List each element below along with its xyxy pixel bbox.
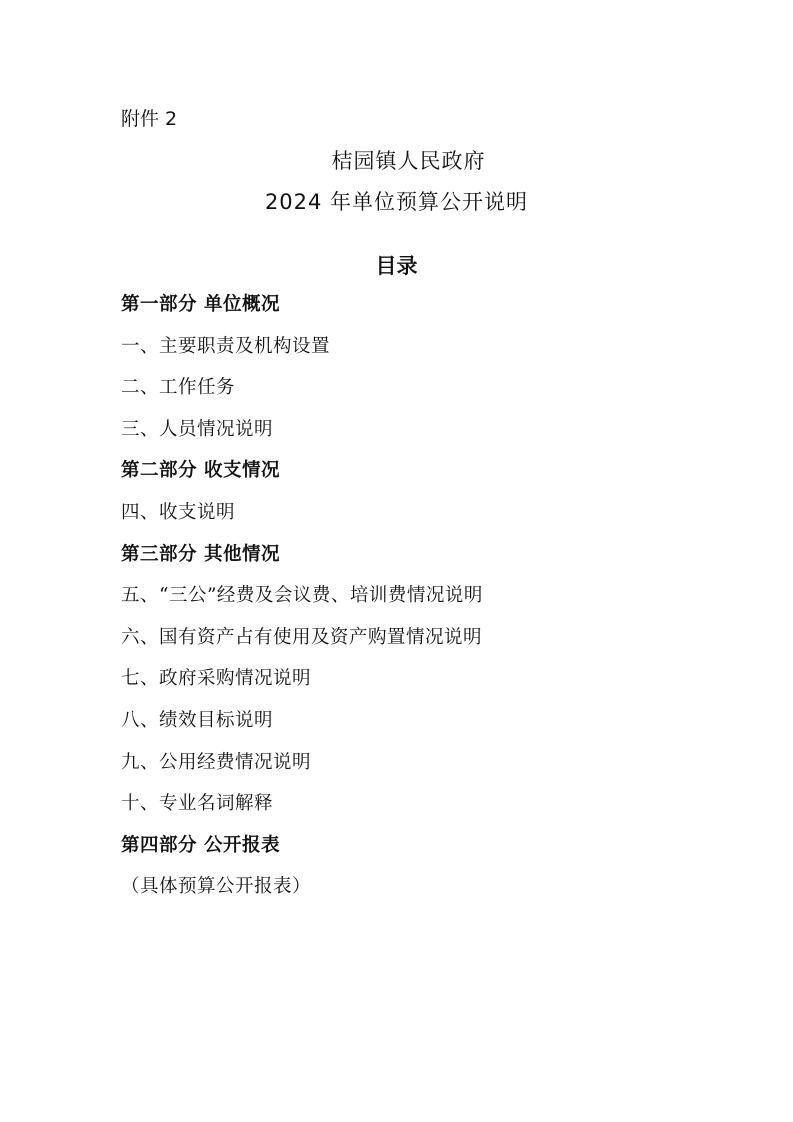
document-title-line1: 桔园镇人民政府 [331, 149, 486, 173]
toc-item-3: 三、人员情况说明 [121, 418, 274, 440]
toc-item-10: 十、专业名词解释 [121, 793, 274, 815]
toc-item-1: 一、主要职责及机构设置 [121, 335, 331, 357]
toc-part-4: 第四部分 公开报表 [121, 834, 280, 856]
toc-item-8: 八、绩效目标说明 [121, 709, 274, 731]
attachment-label: 附件 2 [121, 108, 178, 130]
toc-item-6: 六、国有资产占有使用及资产购置情况说明 [121, 626, 483, 648]
toc-part-2: 第二部分 收支情况 [121, 460, 280, 482]
toc-item-4: 四、收支说明 [121, 501, 236, 523]
toc-note: （具体预算公开报表） [121, 876, 312, 898]
document-title-line2: 2024 年单位预算公开说明 [264, 190, 529, 214]
toc-heading: 目录 [375, 254, 418, 278]
toc-item-9: 九、公用经费情况说明 [121, 751, 312, 773]
toc-item-7: 七、政府采购情况说明 [121, 668, 312, 690]
toc-part-3: 第三部分 其他情况 [121, 543, 280, 565]
toc-item-5: 五、“三公”经费及会议费、培训费情况说明 [121, 585, 483, 607]
toc-part-1: 第一部分 单位概况 [121, 294, 280, 315]
table-of-contents [121, 288, 483, 912]
toc-item-2: 二、工作任务 [121, 377, 236, 399]
